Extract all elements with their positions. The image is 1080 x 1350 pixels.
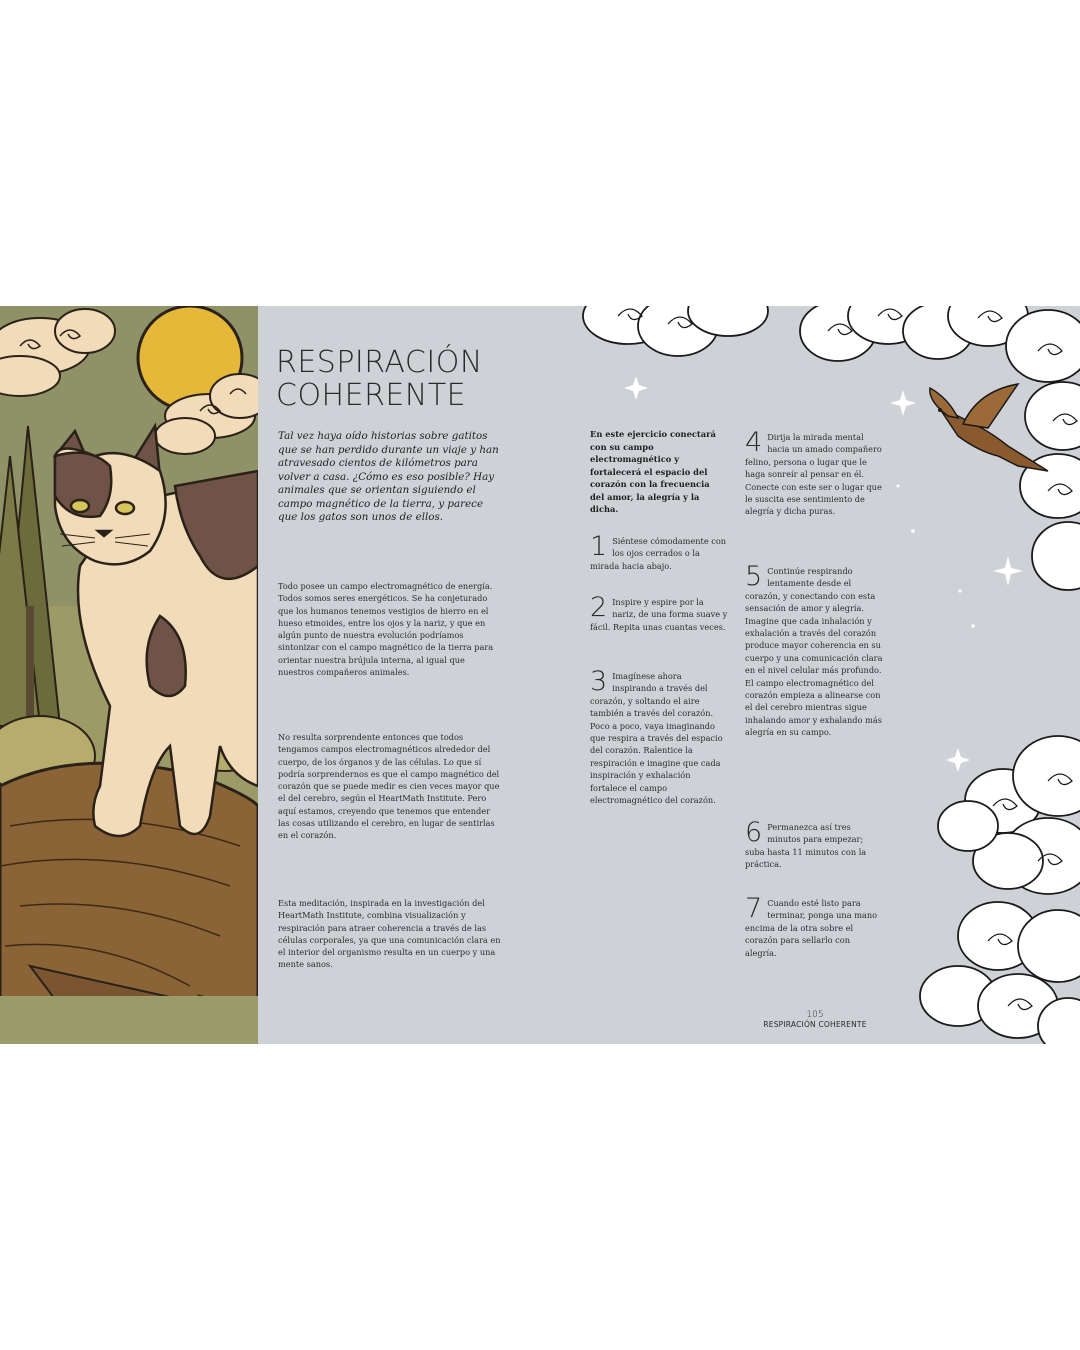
- step-5: [745, 561, 883, 739]
- step-text: Permanezca así tres minutos para empezar; suba hasta 11 minutos con la práctica.: [745, 822, 867, 870]
- step-number: 7: [745, 893, 763, 924]
- body-paragraph: Esta meditación, inspirada en la investigación del HeartMath Institute, combina visualización y respiración para atraer coherencia a través de las células corporales, ya que una comunicación clara en el interior del organismo resulta en un cuerpo y una mente sanos.: [278, 898, 501, 970]
- step-number: 2: [590, 592, 608, 623]
- cloud-icon: [920, 736, 1080, 1044]
- step-text: Siéntese cómodamente con los ojos cerrados o la mirada hacia abajo.: [590, 536, 727, 571]
- step-text: Cuando esté listo para terminar, ponga una mano encima de la otra sobre el corazón para sellarlo con alegría.: [745, 898, 878, 958]
- step-text: Continúe respirando lentamente desde el corazón, y conectando con esta sensación de amor y alegría. Imagine que cada inhalación y exhalación a través del corazón produce mayor coherencia en su cuerpo y una comunicación clara en el nivel celular más profundo. El campo electromagnético del corazón empieza a alinearse con el del cerebro mientras sigue inhalando amor y exhalando más alegría en su campo.: [745, 566, 883, 738]
- body-paragraph: No resulta sorprendente entonces que todos tengamos campos electromagnéticos alrededor del cuerpo, de los órganos y de las células. Lo que sí podría sorprendernos es que el campo magnético del corazón que se puede medir es cien veces mayor que el del cerebro, según el HeartMath Institute. Pero aquí estamos, creyendo que tenemos que entender las cosas utilizando el cerebro, en lugar de sentirlas en el corazón.: [278, 732, 500, 841]
- exercise-intro: En este ejercicio conectará con su campo electromagnético y fortalecerá el espacio del corazón con la frecuencia del amor, la alegría y la dicha.: [590, 429, 716, 514]
- step-4: [745, 427, 883, 518]
- page-folio: [760, 1010, 870, 1030]
- step-text: Inspire y espire por la nariz, de una forma suave y fácil. Repita unas cuantas veces.: [590, 597, 728, 632]
- step-number: 1: [590, 531, 608, 562]
- book-spread: [0, 306, 1080, 1044]
- title-line-2: COHERENTE: [276, 378, 467, 413]
- step-1: [590, 531, 728, 572]
- cat-illustration: [0, 306, 258, 1044]
- step-number: 3: [590, 666, 608, 697]
- body-paragraph: Todo posee un campo electromagnético de energía. Todos somos seres energéticos. Se ha conjeturado que los humanos tenemos vestigios de hierro en el hueso etmoides, entre los ojos y la nariz, y que en algún punto de nuestra evolución podríamos sintonizar con el campo magnético de la tierra para orientar nuestra brújula interna, al igual que nuestros compañeros animales.: [278, 581, 494, 678]
- step-3: [590, 666, 728, 806]
- page-title: [276, 346, 483, 412]
- step-number: 4: [745, 427, 763, 458]
- step-text: Dirija la mirada mental hacia un amado compañero felino, persona o lugar que le haga sonreír al pensar en él. Conecte con este ser o lugar que le suscita ese sentimiento de alegría y dicha puras.: [745, 432, 882, 517]
- title-line-1: RESPIRACIÓN: [276, 345, 483, 380]
- step-7: [745, 893, 883, 959]
- step-number: 6: [745, 817, 763, 848]
- step-text: Imagínese ahora inspirando a través del corazón, y soltando el aire también a través del corazón. Poco a poco, vaya imaginando que respira a través del espacio del corazón. Ralentice la respiración e imagine que cada inspiración y exhalación fortalece el campo electromagnético del corazón.: [590, 671, 723, 806]
- intro-paragraph: Tal vez haya oído historias sobre gatitos que se han perdido durante un viaje y han atravesado cientos de kilómetros para volver a casa. ¿Cómo es eso posible? Hay animales que se orientan siguiendo el campo magnético de la tierra, y parece que los gatos son unos de ellos.: [278, 430, 499, 523]
- step-number: 5: [745, 561, 763, 592]
- running-title: RESPIRACIÓN COHERENTE: [763, 1020, 867, 1029]
- step-2: [590, 592, 728, 633]
- step-6: [745, 817, 883, 871]
- page-number: 105: [806, 1010, 824, 1020]
- cloud-icon: [583, 306, 768, 356]
